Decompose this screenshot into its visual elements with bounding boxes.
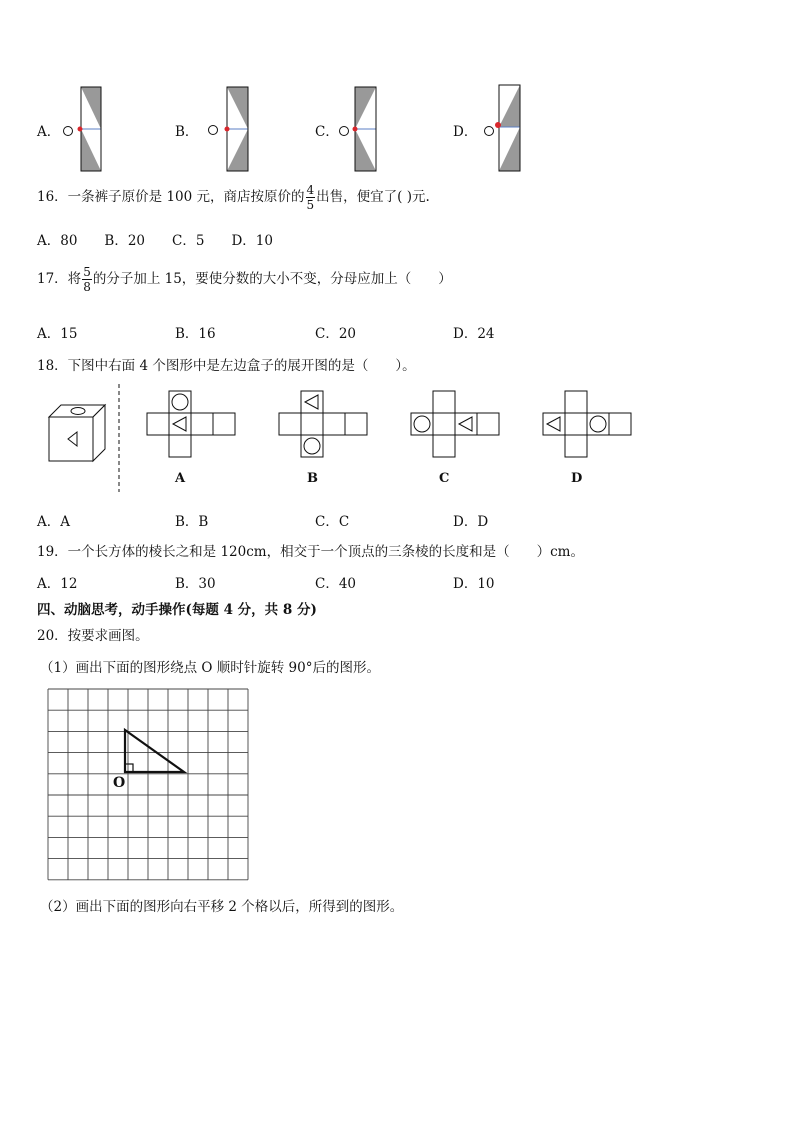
q19-option-d: D．10 — [453, 576, 495, 592]
q16-stem — [37, 184, 430, 211]
right-angle-mark — [125, 764, 133, 772]
q18-option-c: C．C — [315, 514, 350, 530]
option-label: C． — [315, 124, 339, 140]
figure-a — [60, 86, 110, 172]
net-c — [410, 390, 504, 458]
dashed-divider — [118, 384, 122, 494]
q16-options: A．80 B．20 C．5 D．10 — [37, 233, 273, 249]
drawing-grid — [47, 688, 249, 880]
q19-option-a: A．12 — [37, 576, 78, 592]
fraction-numerator: 5 — [83, 265, 91, 279]
q17-fraction — [82, 266, 92, 293]
net-label-d: D — [571, 471, 583, 486]
fraction-denominator: 5 — [306, 198, 315, 212]
q20-part1: （1）画出下面的图形绕点 O 顺时针旋转 90°后的图形。 — [40, 660, 380, 676]
q16-text: 16．一条裤子原价是 100 元，商店按原价的 — [37, 189, 305, 205]
q17-text-after: 的分子加上 15，要使分数的大小不变，分母应加上（ ） — [92, 271, 452, 287]
q17-option-b: B．16 — [175, 326, 216, 342]
figure-d — [480, 84, 530, 172]
q19-stem: 19．一个长方体的棱长之和是 120cm，相交于一个顶点的三条棱的长度和是（ ）cm。 — [37, 544, 584, 560]
q18-option-a: A．A — [37, 514, 70, 530]
q17-text: 17．将 — [37, 271, 82, 287]
figure-c — [336, 86, 386, 172]
q18-stem: 18．下图中右面 4 个图形中是左边盒子的展开图的是（ ）。 — [37, 358, 416, 374]
fraction-numerator: 4 — [306, 183, 315, 197]
q20-part2: （2）画出下面的图形向右平移 2 个格以后，所得到的图形。 — [40, 899, 404, 915]
q17-stem — [37, 266, 452, 293]
section-heading: 四、动脑思考，动手操作(每题 4 分，共 8 分) — [37, 602, 317, 618]
q19-option-c: C．40 — [315, 576, 357, 592]
q16-fraction — [306, 184, 316, 211]
q16-text-after: 出售，便宜了( )元. — [316, 189, 430, 205]
figure-b — [204, 86, 254, 172]
net-label-c: C — [439, 471, 450, 486]
net-label-b: B — [307, 471, 318, 486]
option-label: B． — [175, 124, 199, 140]
q17-option-d: D．24 — [453, 326, 495, 342]
point-o-label: O — [113, 775, 126, 791]
q19-option-b: B．30 — [175, 576, 216, 592]
option-label: D． — [453, 124, 478, 140]
q20-stem: 20．按要求画图。 — [37, 628, 149, 644]
net-b — [278, 390, 370, 458]
q17-option-c: C．20 — [315, 326, 357, 342]
net-a — [146, 390, 238, 458]
option-label: A． — [37, 124, 61, 140]
net-d — [542, 390, 636, 458]
net-label-a: A — [175, 471, 186, 486]
q17-option-a: A．15 — [37, 326, 78, 342]
cube-figure — [48, 404, 108, 464]
fraction-denominator: 8 — [83, 280, 91, 294]
q18-option-b: B．B — [175, 514, 209, 530]
q18-option-d: D．D — [453, 514, 489, 530]
triangle-shape — [125, 730, 184, 772]
